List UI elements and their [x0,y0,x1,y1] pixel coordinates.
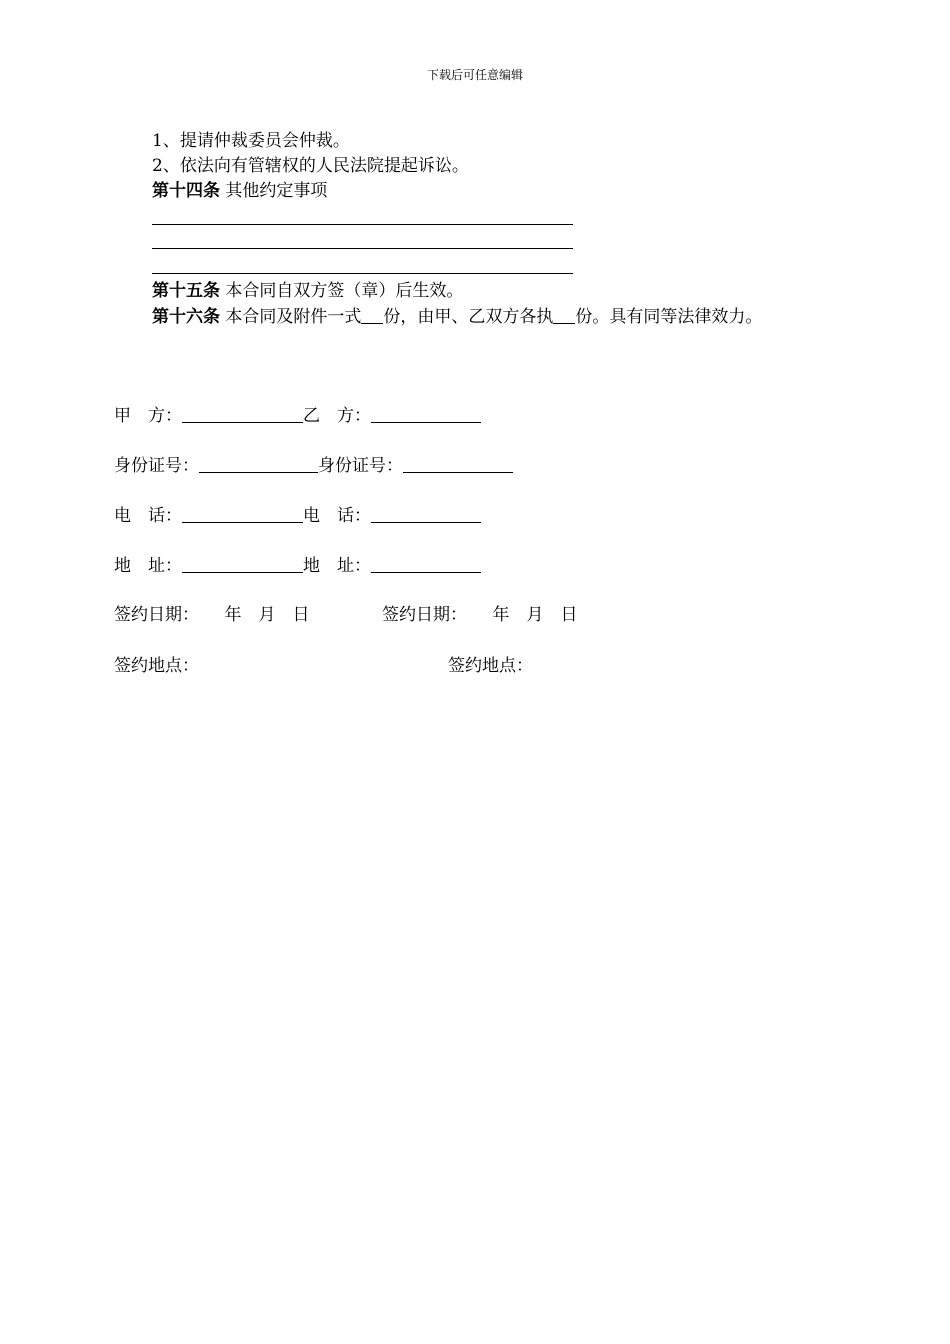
party-a-label: 甲 方： [114,406,182,426]
party-b-label: 乙 方： [303,406,371,426]
blank-line-2 [152,248,573,249]
copies-each-blank [553,307,575,324]
phone-b-blank [371,506,481,523]
party-a-row [114,405,481,427]
address-b-blank [371,556,481,573]
blank-line-1 [152,224,573,225]
blank-line-3 [152,273,573,274]
phone-a-label: 电 话： [114,506,182,526]
article-15 [152,280,463,302]
party-b-blank [371,406,481,423]
article-16 [152,306,762,328]
article-14 [152,180,327,202]
id-a-blank [199,456,318,473]
id-row [114,455,513,477]
article-14-title: 第十四条 [152,181,220,201]
article-14-text: 其他约定事项 [220,181,328,201]
phone-row [114,505,481,527]
article-15-text: 本合同自双方签（章）后生效。 [220,281,464,301]
date-a: 签约日期： 年 月 日 [114,605,310,625]
clause-item-1: 1、提请仲裁委员会仲裁。 [152,131,350,151]
article-15-title: 第十五条 [152,281,220,301]
clause-item-2: 2、依法向有管辖权的人民法院提起诉讼。 [152,156,469,176]
place-a: 签约地点： [114,656,199,676]
address-a-blank [182,556,303,573]
phone-a-blank [182,506,303,523]
id-b-blank [403,456,513,473]
place-b: 签约地点： [448,656,533,676]
date-b: 签约日期： 年 月 日 [382,605,578,625]
page-header: 下载后可任意编辑 [426,68,523,82]
copies-total-blank [361,307,383,324]
article-16-text-b: 份，由甲、乙双方各执 [383,307,554,327]
phone-b-label: 电 话： [303,506,371,526]
article-16-text-a: 本合同及附件一式 [220,307,362,327]
address-row [114,555,481,577]
address-b-label: 地 址： [303,556,371,576]
article-16-title: 第十六条 [152,307,220,327]
address-a-label: 地 址： [114,556,182,576]
id-a-label: 身份证号： [114,456,199,476]
article-16-text-c: 份。具有同等法律效力。 [575,307,763,327]
id-b-label: 身份证号： [318,456,403,476]
party-a-blank [182,406,303,423]
